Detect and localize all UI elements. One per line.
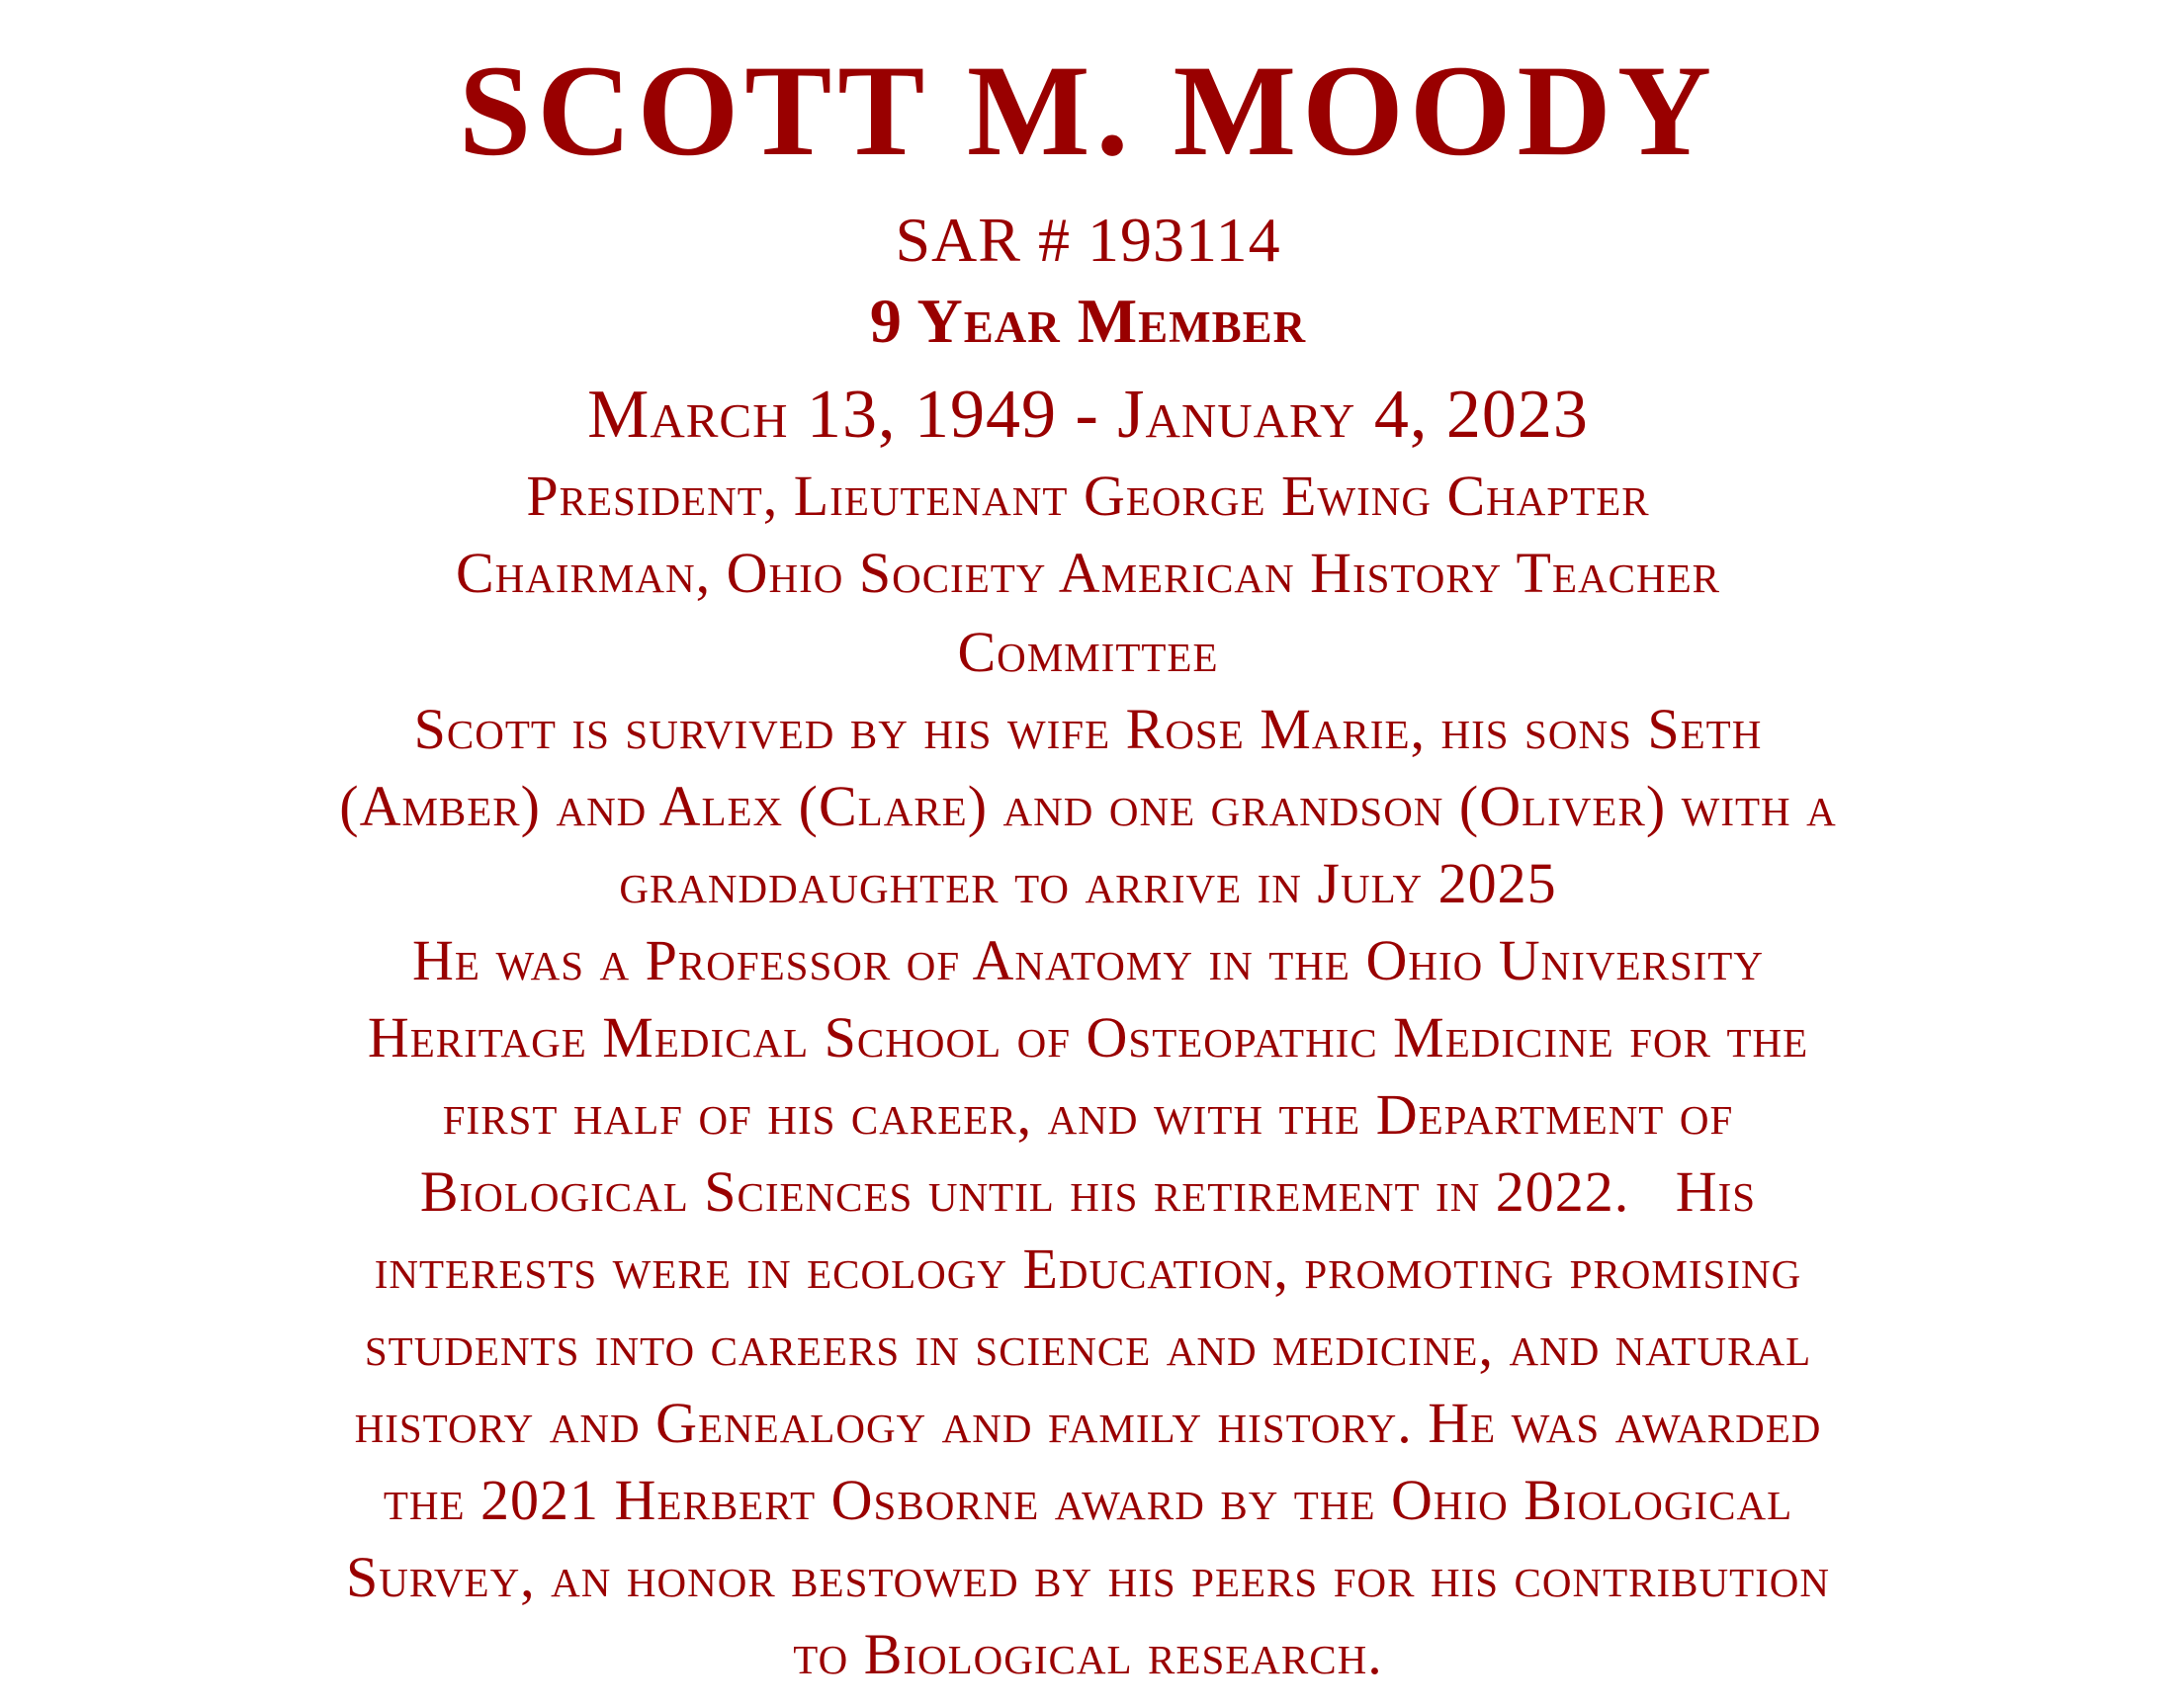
biography-line: students into careers in science and medicine, and natural bbox=[364, 1314, 1812, 1378]
biography-line: He was a Professor of Anatomy in the Ohio University bbox=[412, 928, 1764, 992]
role-line: Chairman, Ohio Society American History Teacher bbox=[456, 541, 1720, 605]
biography-line: granddaughter to arrive in July 2025 bbox=[619, 851, 1557, 915]
role-line: Committee bbox=[957, 620, 1219, 684]
role-line: President, Lieutenant George Ewing Chapter bbox=[526, 464, 1650, 528]
biography-line: Biological Sciences until his retirement in 2022. His bbox=[419, 1159, 1757, 1224]
biography-line: history and Genealogy and family history. He was awarded bbox=[354, 1391, 1822, 1455]
biography-line: (Amber) and Alex (Clare) and one grandson (Oliver) with a bbox=[339, 774, 1837, 838]
life-dates: March 13, 1949 - January 4, 2023 bbox=[587, 377, 1589, 453]
membership-years: 9 Year Member bbox=[869, 286, 1307, 356]
biography-line: Survey, an honor bestowed by his peers for his contribution bbox=[345, 1545, 1830, 1609]
biography-line: to Biological research. bbox=[793, 1622, 1383, 1686]
biography-line: interests were in ecology Education, promoting promising bbox=[374, 1237, 1802, 1301]
biography-line: Scott is survived by his wife Rose Marie, his sons Seth bbox=[413, 697, 1763, 761]
biography-line: Heritage Medical School of Osteopathic Medicine for the bbox=[367, 1005, 1809, 1069]
biography-line: the 2021 Herbert Osborne award by the Ohio Biological bbox=[383, 1468, 1793, 1532]
member-name: SCOTT M. MOODY bbox=[458, 38, 1718, 183]
biography-line: first half of his career, and with the Department of bbox=[442, 1082, 1734, 1147]
sar-number: SAR # 193114 bbox=[895, 205, 1281, 275]
